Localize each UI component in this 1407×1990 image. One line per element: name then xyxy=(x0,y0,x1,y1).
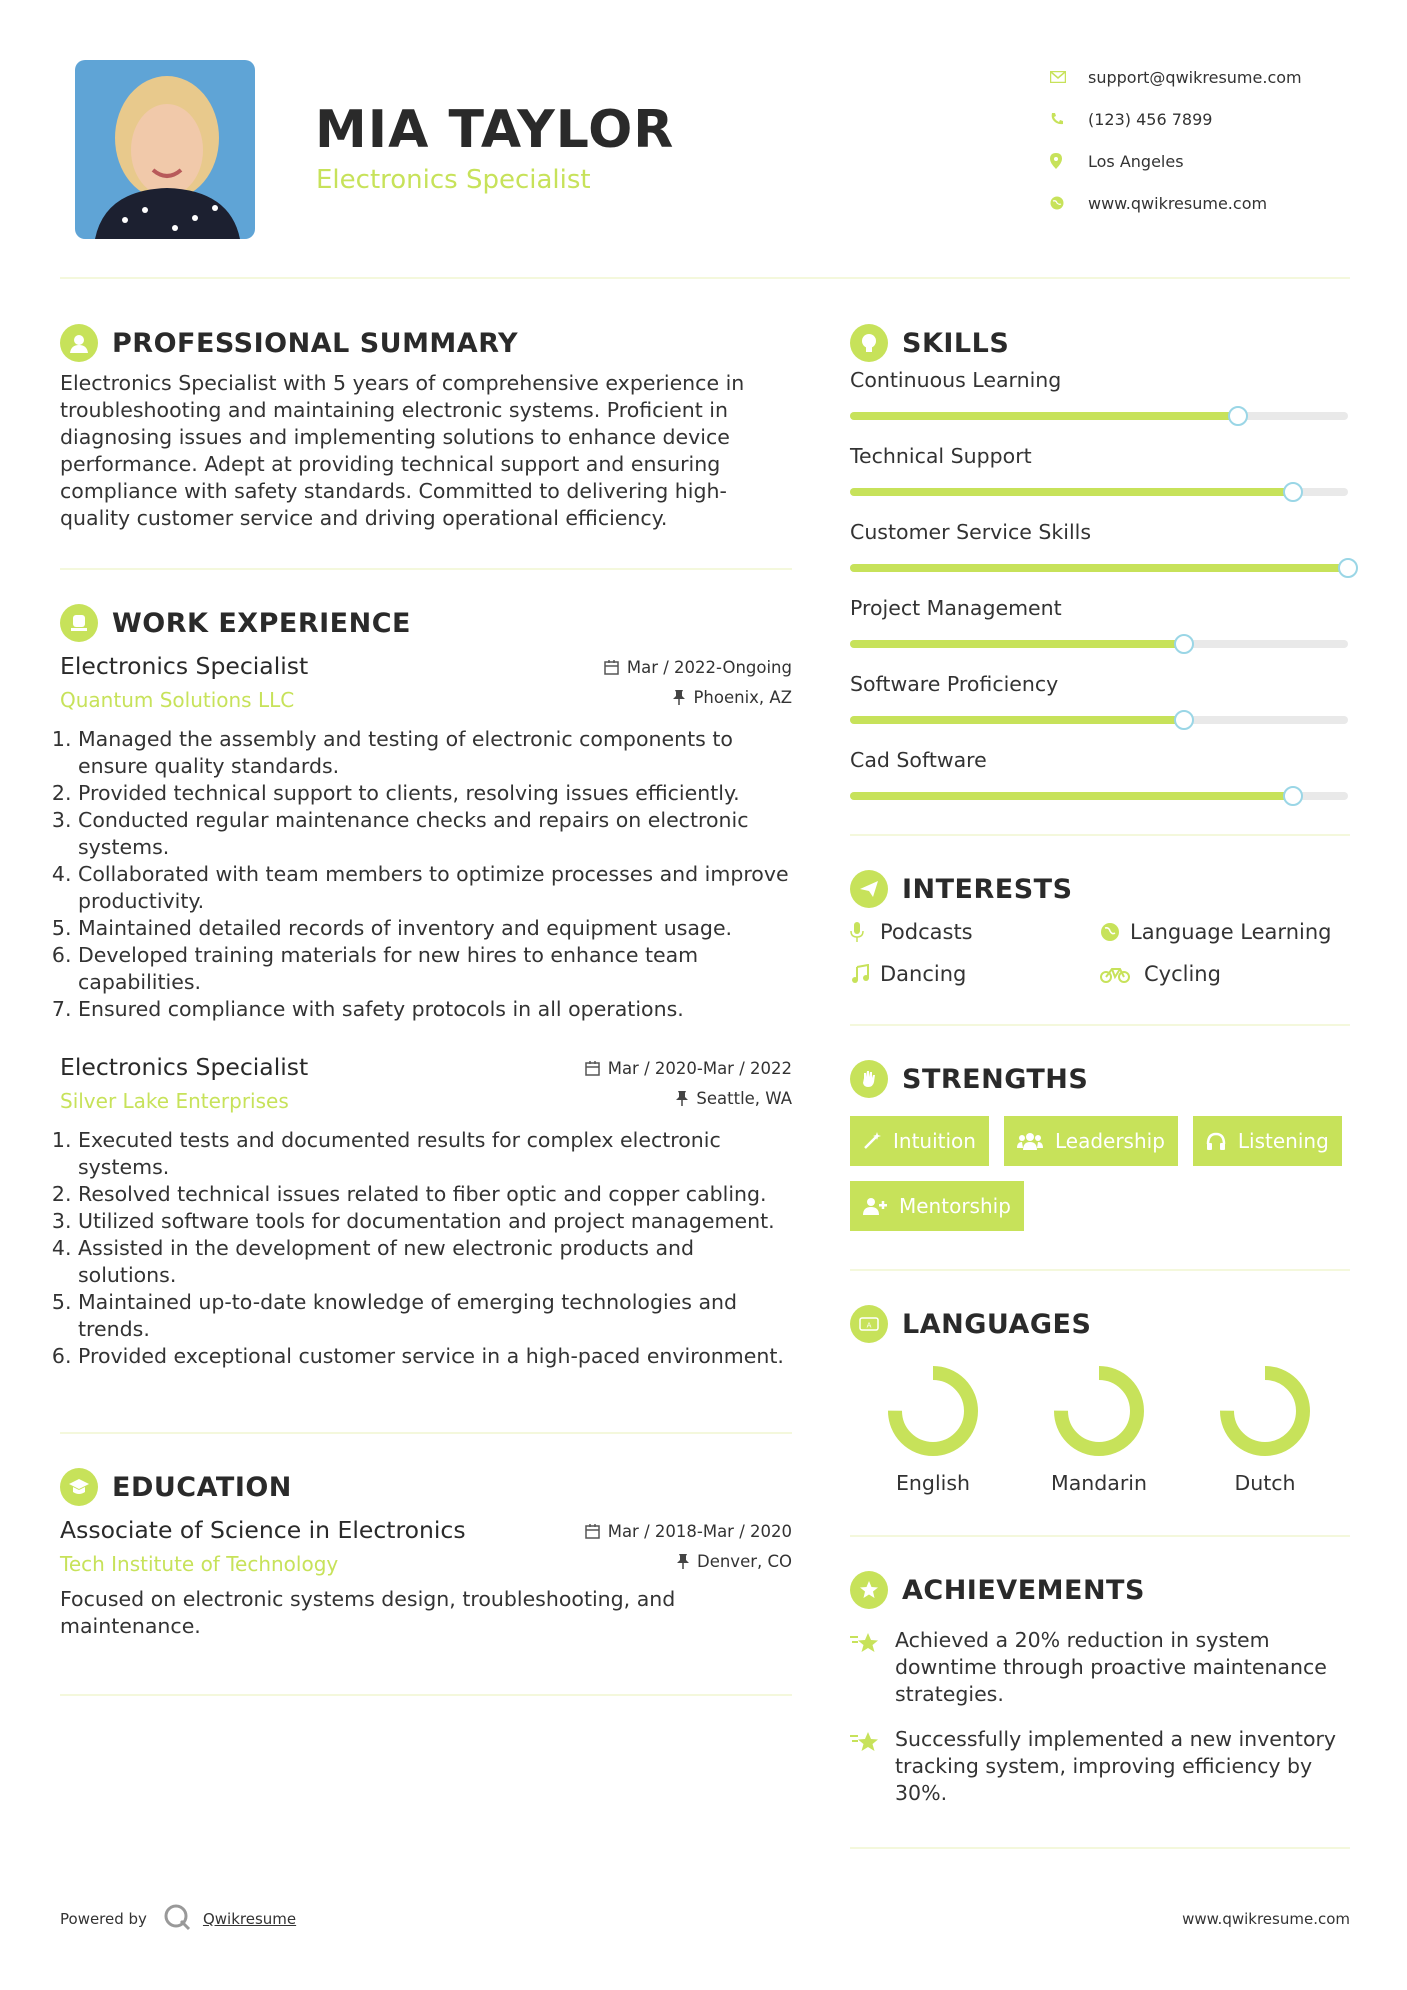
star-icon xyxy=(850,1627,895,1708)
skill-name: Continuous Learning xyxy=(850,368,1062,392)
list-item: 5. Maintained up-to-date knowledge of emerging technologies and trends. xyxy=(78,1289,792,1343)
magic-wand-icon xyxy=(863,1132,881,1150)
skill-name: Software Proficiency xyxy=(850,672,1059,696)
job-title: Electronics Specialist xyxy=(60,1053,309,1081)
skill-name: Customer Service Skills xyxy=(850,520,1092,544)
paper-plane-icon xyxy=(850,870,888,908)
languages-list xyxy=(850,1363,1350,1495)
job-date: Mar / 2020-Mar / 2022 xyxy=(585,1059,792,1078)
list-item: 1. Executed tests and documented results for complex electronic systems. xyxy=(78,1127,792,1181)
achievement-item: Successfully implemented a new inventory tracking system, improving efficiency by 30%. xyxy=(850,1726,1350,1807)
pushpin-icon xyxy=(677,1554,689,1569)
language-ring-arc xyxy=(1061,1373,1137,1449)
job-title: Electronics Specialist xyxy=(60,652,309,680)
section-divider xyxy=(850,1024,1350,1026)
skill-item xyxy=(850,672,1350,748)
user-icon xyxy=(60,324,98,362)
strength-tag-leadership: Leadership xyxy=(1004,1116,1178,1166)
list-item: 3. Conducted regular maintenance checks and repairs on electronic systems. xyxy=(78,807,792,861)
skill-bar-knob xyxy=(1174,710,1194,730)
skill-name: Project Management xyxy=(850,596,1062,620)
skill-bar-knob xyxy=(1283,786,1303,806)
list-item: 5. Maintained detailed records of inventory and equipment usage. xyxy=(78,915,792,942)
section-divider xyxy=(60,1694,792,1696)
job-location: Seattle, WA xyxy=(676,1089,792,1108)
experience-section xyxy=(60,598,792,1370)
language-icon xyxy=(850,1305,888,1343)
footer-url[interactable]: www.qwikresume.com xyxy=(1182,1910,1350,1928)
section-divider xyxy=(850,834,1350,836)
section-divider xyxy=(850,1269,1350,1271)
skills-section xyxy=(850,318,1350,824)
skill-bar-knob xyxy=(1228,406,1248,426)
users-icon xyxy=(1017,1132,1043,1150)
skill-bar-knob xyxy=(1174,634,1194,654)
list-item: 2. Provided technical support to clients, resolving issues efficiently. xyxy=(78,780,792,807)
achievements-title: ACHIEVEMENTS xyxy=(902,1574,1145,1606)
powered-by: Powered by Qwikresume xyxy=(60,1903,296,1935)
calendar-icon xyxy=(585,1524,600,1539)
strengths-section xyxy=(850,1054,1350,1231)
language-ring xyxy=(1217,1363,1313,1459)
header-divider xyxy=(60,277,1350,279)
company-name: Quantum Solutions LLC xyxy=(60,688,295,712)
skill-bar xyxy=(850,488,1348,496)
experience-title: WORK EXPERIENCE xyxy=(112,607,411,639)
envelope-icon xyxy=(1050,71,1088,83)
duty-list xyxy=(60,1127,792,1370)
strength-tag-listening: Listening xyxy=(1193,1116,1342,1166)
company-name: Silver Lake Enterprises xyxy=(60,1089,289,1113)
language-ring xyxy=(885,1363,981,1459)
graduation-icon xyxy=(60,1468,98,1506)
achievement-item: Achieved a 20% reduction in system downtime through proactive maintenance strategies. xyxy=(850,1627,1350,1708)
skill-bar xyxy=(850,564,1348,572)
brand-link[interactable]: Qwikresume xyxy=(202,1910,297,1928)
bicycle-icon xyxy=(1100,965,1144,983)
language-ring xyxy=(1051,1363,1147,1459)
job-entry xyxy=(60,652,792,1023)
candidate-name: MIA TAYLOR xyxy=(315,100,675,160)
section-divider xyxy=(60,1432,792,1434)
language-name: Dutch xyxy=(1234,1471,1296,1495)
language-item xyxy=(1016,1363,1182,1495)
hand-icon xyxy=(850,1060,888,1098)
interests-list xyxy=(850,920,1350,986)
school-name: Tech Institute of Technology xyxy=(60,1552,339,1576)
list-item: 6. Developed training materials for new hires to enhance team capabilities. xyxy=(78,942,792,996)
music-note-icon xyxy=(850,964,880,984)
skill-bar xyxy=(850,716,1348,724)
skill-item xyxy=(850,368,1350,444)
language-ring-arc xyxy=(895,1373,971,1449)
list-item: 4. Collaborated with team members to optimize processes and improve productivity. xyxy=(78,861,792,915)
education-section xyxy=(60,1462,792,1640)
strength-tags xyxy=(850,1116,1350,1231)
phone-icon xyxy=(1050,112,1088,126)
summary-text: Electronics Specialist with 5 years of comprehensive experience in troubleshooting and maintaining electronic systems. Proficient in diagnosing issues and implementing solutions to enhance device performance. Adept at providing technical support and ensuring compliance with safety standards. Committed to delivering high-quality customer service and driving operational efficiency. xyxy=(60,371,745,530)
section-divider xyxy=(850,1847,1350,1849)
interest-podcasts: Podcasts xyxy=(850,920,1100,944)
microphone-icon xyxy=(850,922,880,942)
skills-list xyxy=(850,368,1350,824)
language-item xyxy=(850,1363,1016,1495)
globe-icon xyxy=(1050,196,1088,210)
qwikresume-logo-icon xyxy=(163,1903,191,1935)
contact-email[interactable]: support@qwikresume.com xyxy=(1050,56,1390,98)
skill-name: Cad Software xyxy=(850,748,987,772)
user-plus-icon xyxy=(863,1197,887,1215)
language-name: English xyxy=(895,1471,971,1495)
headphones-icon xyxy=(1206,1132,1226,1150)
skill-bar-fill xyxy=(850,792,1293,800)
lightbulb-icon xyxy=(850,324,888,362)
star-icon xyxy=(850,1726,895,1807)
education-title: EDUCATION xyxy=(112,1471,292,1503)
calendar-icon xyxy=(604,660,619,675)
section-divider xyxy=(850,1535,1350,1537)
job-location: Phoenix, AZ xyxy=(673,688,792,707)
candidate-role: Electronics Specialist xyxy=(316,165,591,195)
skill-bar xyxy=(850,792,1348,800)
pushpin-icon xyxy=(676,1091,688,1106)
list-item: 3. Utilized software tools for documentation and project management. xyxy=(78,1208,792,1235)
left-column xyxy=(60,318,792,1696)
section-divider xyxy=(60,568,792,570)
skill-bar-fill xyxy=(850,716,1184,724)
job-entry xyxy=(60,1053,792,1370)
skill-bar-knob xyxy=(1338,558,1358,578)
skill-bar xyxy=(850,412,1348,420)
skill-bar-fill xyxy=(850,412,1238,420)
interest-language-learning: Language Learning xyxy=(1100,920,1350,944)
skill-item xyxy=(850,520,1350,596)
right-column xyxy=(850,318,1350,1849)
pushpin-icon xyxy=(673,690,685,705)
list-item: 1. Managed the assembly and testing of electronic components to ensure quality standards. xyxy=(78,726,792,780)
strength-tag-mentorship: Mentorship xyxy=(850,1181,1024,1231)
interests-section xyxy=(850,864,1350,986)
languages-section xyxy=(850,1299,1350,1495)
list-item: 4. Assisted in the development of new electronic products and solutions. xyxy=(78,1235,792,1289)
contact-website[interactable]: www.qwikresume.com xyxy=(1050,182,1390,224)
calendar-icon xyxy=(585,1061,600,1076)
strengths-title: STRENGTHS xyxy=(902,1063,1089,1095)
summary-title: PROFESSIONAL SUMMARY xyxy=(112,327,519,359)
contact-list xyxy=(1050,56,1390,224)
language-name: Mandarin xyxy=(1051,1471,1147,1495)
education-description: Focused on electronic systems design, troubleshooting, and maintenance. xyxy=(60,1587,676,1638)
summary-section xyxy=(60,318,792,532)
education-date: Mar / 2018-Mar / 2020 xyxy=(585,1522,792,1541)
achievements-section xyxy=(850,1565,1350,1807)
footer xyxy=(60,1903,1350,1935)
strength-tag-intuition: Intuition xyxy=(850,1116,989,1166)
list-item: 2. Resolved technical issues related to fiber optic and copper cabling. xyxy=(78,1181,792,1208)
skill-item xyxy=(850,444,1350,520)
skill-name: Technical Support xyxy=(850,444,1032,468)
languages-title: LANGUAGES xyxy=(902,1308,1092,1340)
contact-location: Los Angeles xyxy=(1050,140,1390,182)
skill-bar-fill xyxy=(850,488,1293,496)
award-icon xyxy=(850,1571,888,1609)
skill-bar-fill xyxy=(850,640,1184,648)
skill-item xyxy=(850,748,1350,824)
language-item xyxy=(1182,1363,1348,1495)
interest-dancing: Dancing xyxy=(850,962,1100,986)
svg-text:A: A xyxy=(866,1321,872,1330)
list-item: 7. Ensured compliance with safety protocols in all operations. xyxy=(78,996,792,1023)
degree-title: Associate of Science in Electronics xyxy=(60,1516,466,1544)
skill-bar-fill xyxy=(850,564,1348,572)
job-date: Mar / 2022-Ongoing xyxy=(604,658,792,677)
profile-photo xyxy=(75,60,255,239)
map-pin-icon xyxy=(1050,153,1088,169)
education-location: Denver, CO xyxy=(677,1552,792,1571)
interests-title: INTERESTS xyxy=(902,873,1073,905)
list-item: 6. Provided exceptional customer service in a high-paced environment. xyxy=(78,1343,792,1370)
skills-title: SKILLS xyxy=(902,327,1010,359)
duty-list xyxy=(60,726,792,1023)
skill-bar xyxy=(850,640,1348,648)
skill-item xyxy=(850,596,1350,672)
language-ring-arc xyxy=(1227,1373,1303,1449)
skill-bar-knob xyxy=(1283,482,1303,502)
contact-phone[interactable]: (123) 456 7899 xyxy=(1050,98,1390,140)
interest-cycling: Cycling xyxy=(1100,962,1350,986)
globe-icon xyxy=(1100,922,1130,942)
briefcase-icon xyxy=(60,604,98,642)
